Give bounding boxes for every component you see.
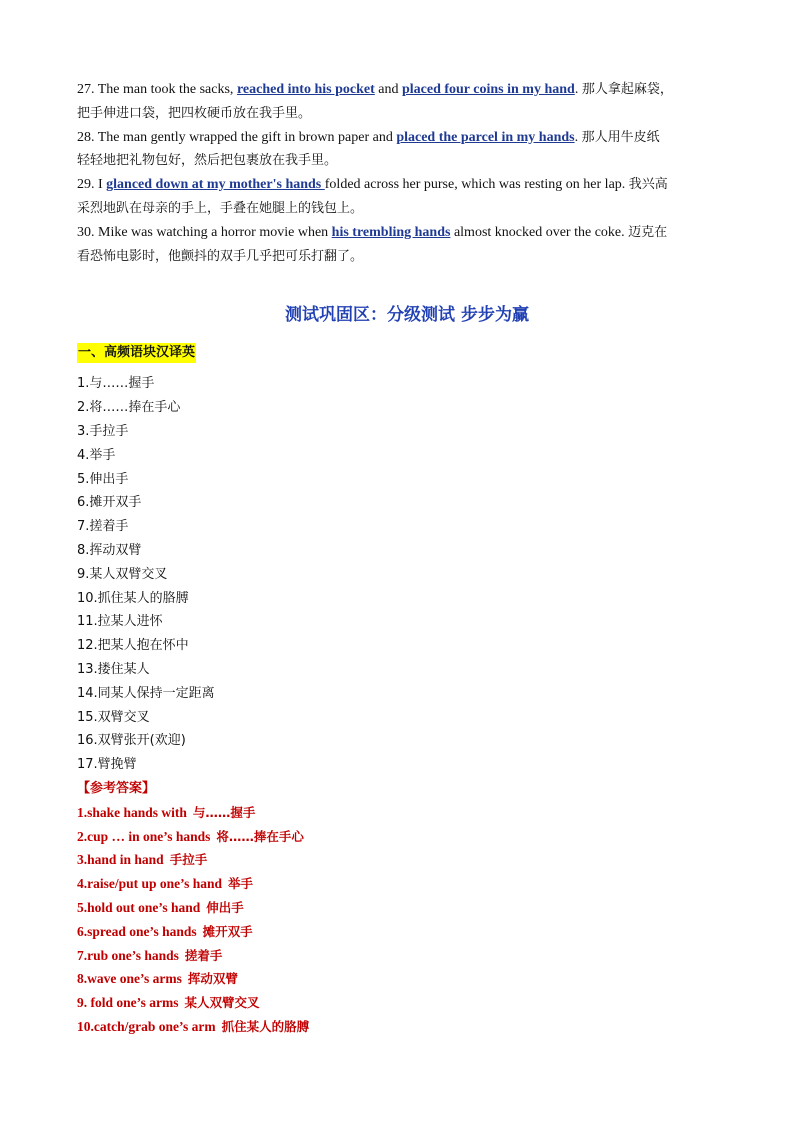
answer-english: 1.shake hands with xyxy=(77,804,187,820)
answer-chinese: 伸出手 xyxy=(206,899,244,915)
answer-item xyxy=(77,801,737,825)
highlighted-phrase: his trembling hands xyxy=(331,224,451,240)
sentence-text: 30. Mike was watching a horror movie when xyxy=(77,224,332,240)
example-sentences xyxy=(77,78,737,268)
question-item: 1.与……握手 xyxy=(77,376,155,392)
question-list xyxy=(77,372,737,777)
example-line-1 xyxy=(77,126,737,150)
highlighted-phrase: reached into his pocket xyxy=(236,82,375,97)
answer-chinese: 举手 xyxy=(228,876,254,892)
answer-item xyxy=(77,1015,737,1039)
translation-text: 我兴高 xyxy=(628,177,668,193)
example-line-1 xyxy=(77,221,737,245)
translation-text: 轻轻地把礼物包好，然后把包裹放在我手里。 xyxy=(77,153,338,169)
question-item: 6.摊开双手 xyxy=(77,495,142,511)
question-item: 11.拉某人进怀 xyxy=(77,614,163,630)
example-sentence xyxy=(77,173,737,221)
answer-english: 8.wave one’s arms xyxy=(77,971,182,987)
sentence-text: folded across her purse, which was resting on her lap. xyxy=(324,177,629,193)
question-item: 17.臂挽臂 xyxy=(77,757,137,773)
translation-text: 采烈地趴在母亲的手上，手叠在她腿上的钱包上。 xyxy=(77,200,364,216)
answer-list xyxy=(77,801,737,1039)
question-item: 4.举手 xyxy=(77,447,116,463)
answer-chinese: 抓住某人的胳膊 xyxy=(221,1018,310,1034)
answer-english: 9. fold one’s arms xyxy=(77,995,179,1011)
question-item: 12.把某人抱在怀中 xyxy=(77,638,189,654)
answer-item xyxy=(77,896,737,920)
document-page xyxy=(77,78,737,1039)
question-item: 15.双臂交叉 xyxy=(77,709,150,725)
translation-text: 看恐怖电影时，他颤抖的双手几乎把可乐打翻了。 xyxy=(77,248,364,264)
answer-english: 6.spread one’s hands xyxy=(77,923,197,939)
example-sentence xyxy=(77,78,737,126)
answer-heading: 【参考答案】 xyxy=(77,780,156,796)
translation-text: 迈克在 xyxy=(628,224,668,240)
answer-english: 4.raise/put up one’s hand xyxy=(77,876,223,892)
sentence-text: 29. I xyxy=(77,177,107,193)
answer-english: 2.cup … in one’s hands xyxy=(77,828,211,844)
example-sentence xyxy=(77,221,737,269)
highlighted-phrase: placed the parcel in my hands xyxy=(396,129,575,145)
answer-item xyxy=(77,920,737,944)
answer-item xyxy=(77,991,737,1015)
question-item: 14.同某人保持一定距离 xyxy=(77,685,215,701)
question-item: 9.某人双臂交叉 xyxy=(77,566,168,582)
example-line-1 xyxy=(77,78,737,102)
translation-text: 把手伸进口袋，把四枚硬币放在我手里。 xyxy=(77,105,312,121)
question-item: 7.搓着手 xyxy=(77,519,129,535)
question-item: 13.搂住某人 xyxy=(77,661,150,677)
answer-chinese: 某人双臂交叉 xyxy=(184,995,260,1011)
answer-chinese: 将……捧在手心 xyxy=(216,828,304,844)
answer-english: 7.rub one’s hands xyxy=(77,947,179,963)
answer-item xyxy=(77,825,737,849)
sentence-text: and xyxy=(374,82,402,97)
sentence-text: . xyxy=(574,82,582,97)
answer-chinese: 手拉手 xyxy=(169,852,208,868)
question-item: 5.伸出手 xyxy=(77,471,129,487)
question-item: 8.挥动双臂 xyxy=(77,542,142,558)
answer-english: 10.catch/grab one’s arm xyxy=(77,1018,216,1034)
example-sentence xyxy=(77,126,737,174)
highlighted-phrase: placed four coins in my hand xyxy=(401,82,575,97)
answer-chinese: 搓着手 xyxy=(184,947,223,963)
translation-text: 那人拿起麻袋， xyxy=(581,82,673,97)
question-item: 10.抓住某人的胳膊 xyxy=(77,590,189,606)
sentence-text: almost knocked over the coke. xyxy=(450,224,629,240)
sentence-text: 27. The man took the sacks, xyxy=(77,82,237,97)
answer-english: 3.hand in hand xyxy=(77,852,164,868)
answer-item xyxy=(77,848,737,872)
highlighted-phrase: glanced down at my mother's hands xyxy=(106,177,325,193)
answer-chinese: 摊开双手 xyxy=(202,923,253,939)
subsection-heading: 一、高频语块汉译英 xyxy=(77,343,196,363)
question-item: 3.手拉手 xyxy=(77,423,129,439)
answer-english: 5.hold out one’s hand xyxy=(77,899,201,915)
answer-chinese: 挥动双臂 xyxy=(187,971,238,987)
sentence-text: . xyxy=(574,129,582,145)
answer-item xyxy=(77,967,737,991)
translation-text: 那人用牛皮纸 xyxy=(581,129,660,145)
answer-chinese: 与……握手 xyxy=(192,804,256,820)
sentence-text: 28. The man gently wrapped the gift in brown paper and xyxy=(77,129,397,145)
question-item: 16.双臂张开(欢迎) xyxy=(77,733,186,749)
example-line-1 xyxy=(77,173,737,197)
question-item: 2.将……捧在手心 xyxy=(77,400,181,416)
section-title: 测试巩固区：分级测试 步步为赢 xyxy=(285,305,529,326)
answer-item xyxy=(77,872,737,896)
answer-item xyxy=(77,944,737,968)
